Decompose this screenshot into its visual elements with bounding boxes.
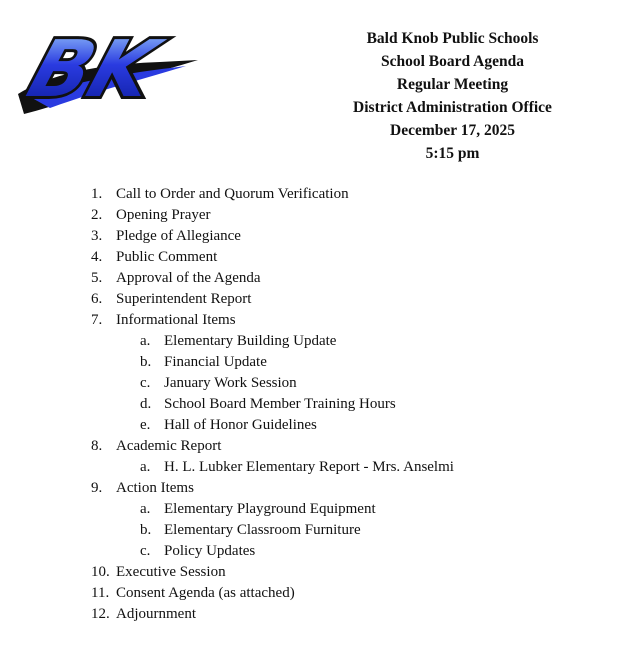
item-text: Consent Agenda (as attached)	[116, 585, 295, 601]
agenda-item	[0, 436, 625, 457]
subitem-letter: a.	[140, 459, 151, 475]
subitem-letter: c.	[140, 375, 151, 391]
item-text: Adjournment	[116, 606, 196, 622]
item-text: Executive Session	[116, 564, 226, 580]
item-number: 2.	[91, 207, 103, 223]
item-number: 1.	[91, 186, 103, 202]
agenda-subitem	[0, 373, 625, 394]
subitem-text: January Work Session	[164, 375, 297, 391]
item-text: Public Comment	[116, 249, 218, 265]
subitem-letter: b.	[140, 354, 152, 370]
item-number: 11.	[91, 585, 110, 601]
subitem-text: H. L. Lubker Elementary Report - Mrs. Anselmi	[164, 459, 454, 475]
item-text: Action Items	[116, 480, 194, 496]
agenda-subitem	[0, 541, 625, 562]
school-logo	[10, 16, 202, 122]
item-text: Informational Items	[116, 312, 236, 328]
subitem-text: Elementary Building Update	[164, 333, 337, 349]
agenda-item	[0, 268, 625, 289]
item-number: 3.	[91, 228, 103, 244]
subitem-text: Financial Update	[164, 354, 267, 370]
subitem-letter: a.	[140, 501, 151, 517]
agenda-item	[0, 583, 625, 604]
subitem-letter: a.	[140, 333, 151, 349]
item-number: 4.	[91, 249, 103, 265]
agenda-subitem	[0, 394, 625, 415]
subitem-text: Elementary Classroom Furniture	[164, 522, 361, 538]
subitem-text: Policy Updates	[164, 543, 256, 559]
agenda-item	[0, 478, 625, 499]
meeting-type: Regular Meeting	[396, 76, 509, 93]
item-text: Call to Order and Quorum Verification	[116, 186, 349, 202]
agenda-item	[0, 604, 625, 625]
item-number: 12.	[91, 606, 110, 622]
meeting-location: District Administration Office	[353, 99, 552, 116]
item-number: 9.	[91, 480, 103, 496]
item-number: 7.	[91, 312, 103, 328]
subitem-letter: e.	[140, 417, 151, 433]
logo-lettering: BK	[17, 23, 168, 115]
item-number: 8.	[91, 438, 103, 454]
agenda-subitem	[0, 520, 625, 541]
meeting-time: 5:15 pm	[425, 145, 480, 162]
agenda-subitem	[0, 457, 625, 478]
item-number: 5.	[91, 270, 103, 286]
meeting-date: December 17, 2025	[390, 122, 515, 139]
subitem-text: Hall of Honor Guidelines	[164, 417, 317, 433]
item-text: Academic Report	[116, 438, 222, 454]
item-text: Approval of the Agenda	[116, 270, 261, 286]
agenda-header	[300, 27, 605, 165]
district-name: Bald Knob Public Schools	[366, 30, 539, 47]
agenda-subitem	[0, 499, 625, 520]
subitem-text: School Board Member Training Hours	[164, 396, 396, 412]
subitem-letter: d.	[140, 396, 152, 412]
subitem-letter: b.	[140, 522, 152, 538]
item-text: Superintendent Report	[116, 291, 252, 307]
agenda-subitem	[0, 352, 625, 373]
agenda-item	[0, 247, 625, 268]
agenda-subitem	[0, 331, 625, 352]
agenda-item	[0, 226, 625, 247]
subitem-text: Elementary Playground Equipment	[164, 501, 376, 517]
agenda-item	[0, 289, 625, 310]
subitem-letter: c.	[140, 543, 151, 559]
agenda-list	[0, 184, 625, 625]
item-text: Pledge of Allegiance	[116, 228, 241, 244]
agenda-subitem	[0, 415, 625, 436]
agenda-item	[0, 310, 625, 331]
bk-logo-icon	[10, 16, 202, 122]
item-number: 10.	[91, 564, 110, 580]
agenda-title: School Board Agenda	[381, 53, 524, 70]
agenda-item	[0, 205, 625, 226]
agenda-item	[0, 184, 625, 205]
item-number: 6.	[91, 291, 103, 307]
item-text: Opening Prayer	[116, 207, 211, 223]
agenda-item	[0, 562, 625, 583]
